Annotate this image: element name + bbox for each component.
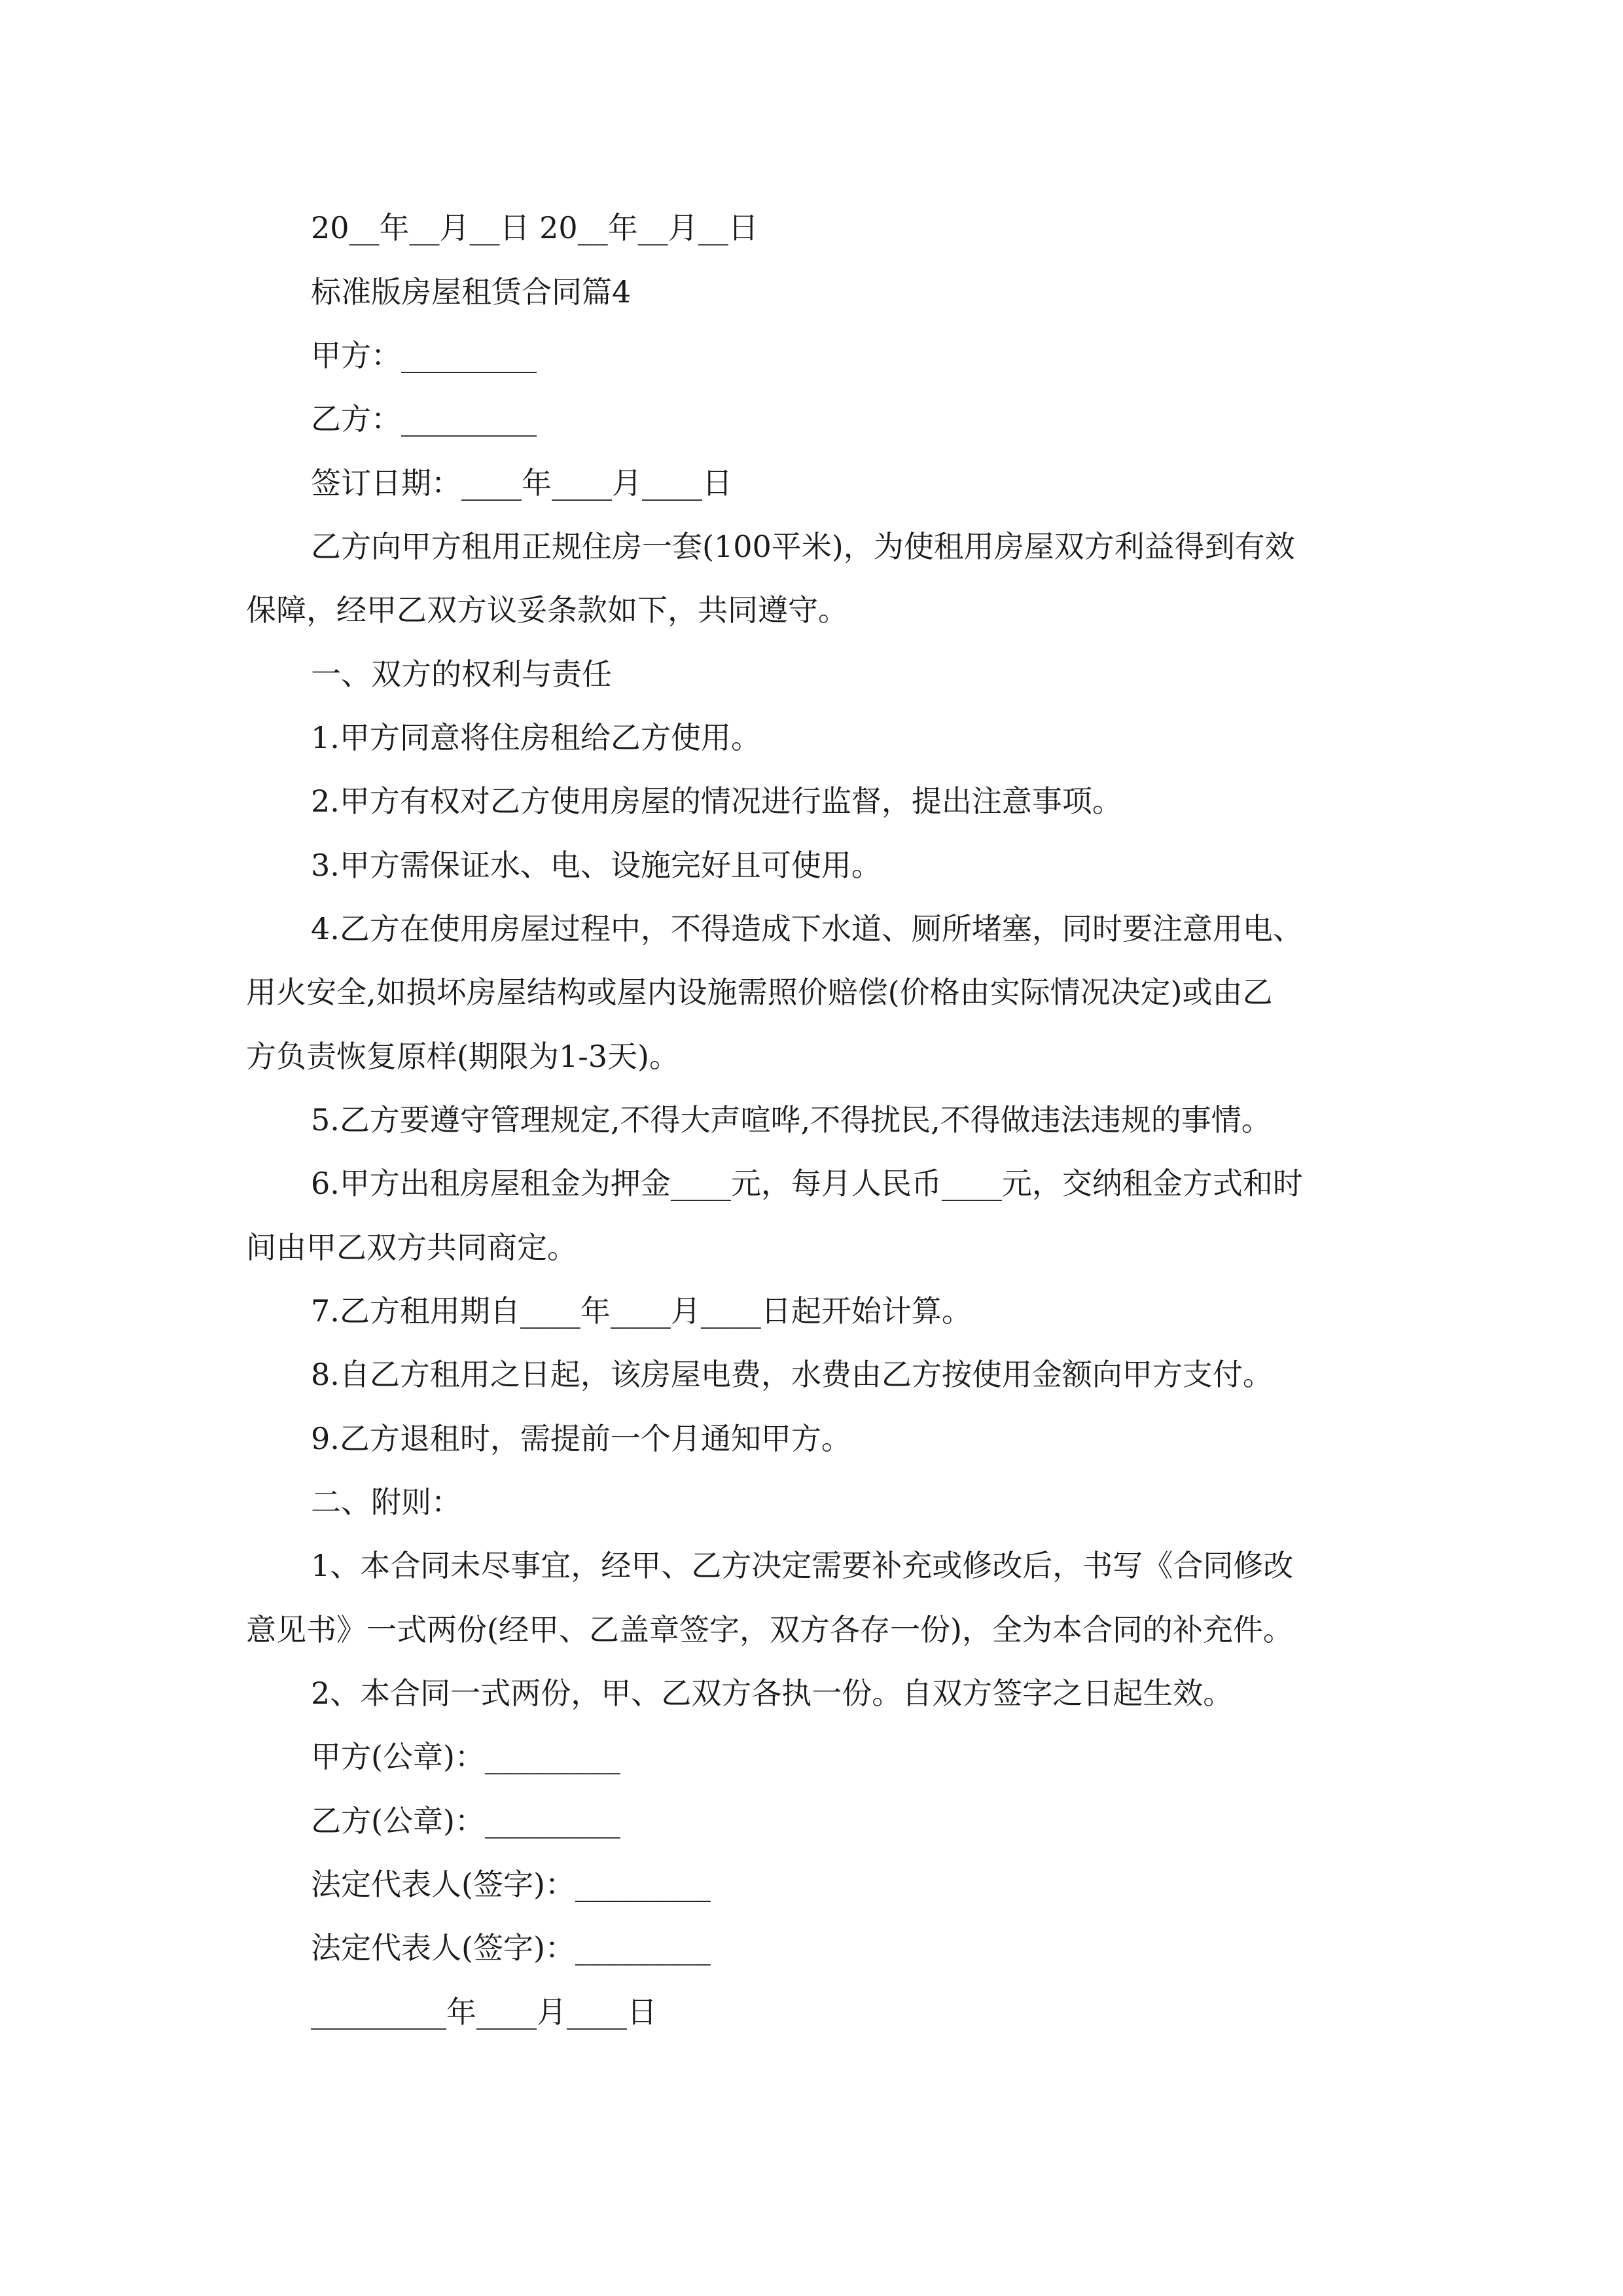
clause-2: 2.甲方有权对乙方使用房屋的情况进行监督，提出注意事项。: [311, 783, 1122, 819]
clause-3: 3.甲方需保证水、电、设施完好且可使用。: [311, 848, 882, 883]
clause-4-cont: 方负责恢复原样(期限为1-3天)。: [246, 1039, 679, 1074]
clause-4-cont: 用火安全,如损坏房屋结构或屋内设施需照价赔偿(价格由实际情况决定)或由乙: [246, 975, 1273, 1010]
heading-appendix: 二、附则：: [311, 1484, 461, 1520]
signing-date-line: 签订日期：____年____月____日: [311, 465, 732, 501]
clause-6-cont: 间由甲乙双方共同商定。: [246, 1230, 577, 1265]
legal-rep-signature-line: 法定代表人(签字)：_________: [311, 1867, 711, 1902]
clause-9: 9.乙方退租时，需提前一个月通知甲方。: [311, 1421, 851, 1456]
intro-paragraph-line: 乙方向甲方租用正规住房一套(100平米)，为使租用房屋双方利益得到有效: [311, 529, 1295, 564]
clause-5: 5.乙方要遵守管理规定,不得大声喧哗,不得扰民,不得做违法违规的事情。: [311, 1102, 1272, 1138]
party-b-seal-line: 乙方(公章)：_________: [311, 1803, 620, 1839]
signature-date-line: _________年____月____日: [311, 1994, 657, 2030]
clause-7: 7.乙方租用期自____年____月____日起开始计算。: [311, 1293, 972, 1329]
clause-6: 6.甲方出租房屋租金为押金____元，每月人民币____元，交纳租金方式和时: [311, 1166, 1303, 1201]
legal-rep-signature-line: 法定代表人(签字)：_________: [311, 1930, 711, 1965]
clause-1: 1.甲方同意将住房租给乙方使用。: [311, 720, 761, 755]
clause-4: 4.乙方在使用房屋过程中，不得造成下水道、厕所堵塞，同时要注意用电、: [311, 911, 1303, 946]
intro-paragraph-line: 保障，经甲乙双方议妥条款如下，共同遵守。: [246, 592, 848, 628]
party-a-line: 甲方：_________: [311, 338, 537, 373]
clause-8: 8.自乙方租用之日起，该房屋电费，水费由乙方按使用金额向甲方支付。: [311, 1357, 1273, 1392]
section-title: 标准版房屋租赁合同篇4: [311, 274, 632, 310]
date-line: 20__年__月__日 20__年__月__日: [311, 210, 758, 245]
party-b-line: 乙方：_________: [311, 401, 537, 437]
appendix-2: 2、本合同一式两份，甲、乙双方各执一份。自双方签字之日起生效。: [311, 1676, 1234, 1711]
appendix-1-cont: 意见书》一式两份(经甲、乙盖章签字，双方各存一份)，全为本合同的补充件。: [246, 1612, 1293, 1647]
party-a-seal-line: 甲方(公章)：_________: [311, 1739, 620, 1774]
heading-rights: 一、双方的权利与责任: [311, 656, 612, 692]
appendix-1: 1、本合同未尽事宜，经甲、乙方决定需要补充或修改后，书写《合同修改: [311, 1548, 1294, 1583]
